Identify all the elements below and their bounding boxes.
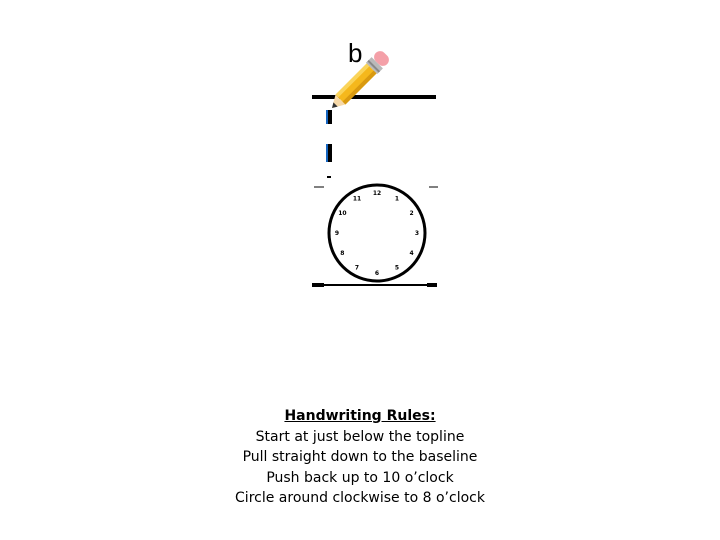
clock-number-3: 3 bbox=[414, 230, 420, 237]
clock-number-4: 4 bbox=[409, 250, 414, 257]
rule-line-1: Start at just below the topline bbox=[255, 428, 465, 445]
clock-number-9: 9 bbox=[334, 230, 340, 237]
vertical-stroke-dashes bbox=[326, 110, 332, 178]
baseline-left-mark bbox=[312, 283, 324, 287]
clock-number-6: 6 bbox=[374, 270, 380, 277]
rules-title: Handwriting Rules: bbox=[284, 408, 436, 424]
letter-label: b bbox=[348, 38, 363, 68]
clock-number-7: 7 bbox=[354, 264, 360, 272]
clock-numbers bbox=[335, 190, 419, 277]
clock-number-1: 1 bbox=[394, 195, 400, 203]
rule-line-4: Circle around clockwise to 8 o’clock bbox=[235, 490, 485, 506]
rule-line-3: Push back up to 10 o’clock bbox=[266, 469, 454, 486]
rule-line-2: Pull straight down to the baseline bbox=[242, 449, 478, 465]
clock-number-8: 8 bbox=[340, 250, 345, 257]
pencil-icon bbox=[326, 49, 391, 114]
baseline-right-mark bbox=[427, 283, 437, 287]
clock-number-10: 10 bbox=[338, 210, 347, 217]
clock-number-2: 2 bbox=[409, 210, 414, 217]
clock-number-11: 11 bbox=[352, 195, 362, 203]
handwriting-rules bbox=[0, 406, 720, 509]
clock-number-12: 12 bbox=[372, 190, 382, 197]
clock-circle bbox=[329, 185, 425, 281]
clock-number-5: 5 bbox=[394, 264, 400, 272]
